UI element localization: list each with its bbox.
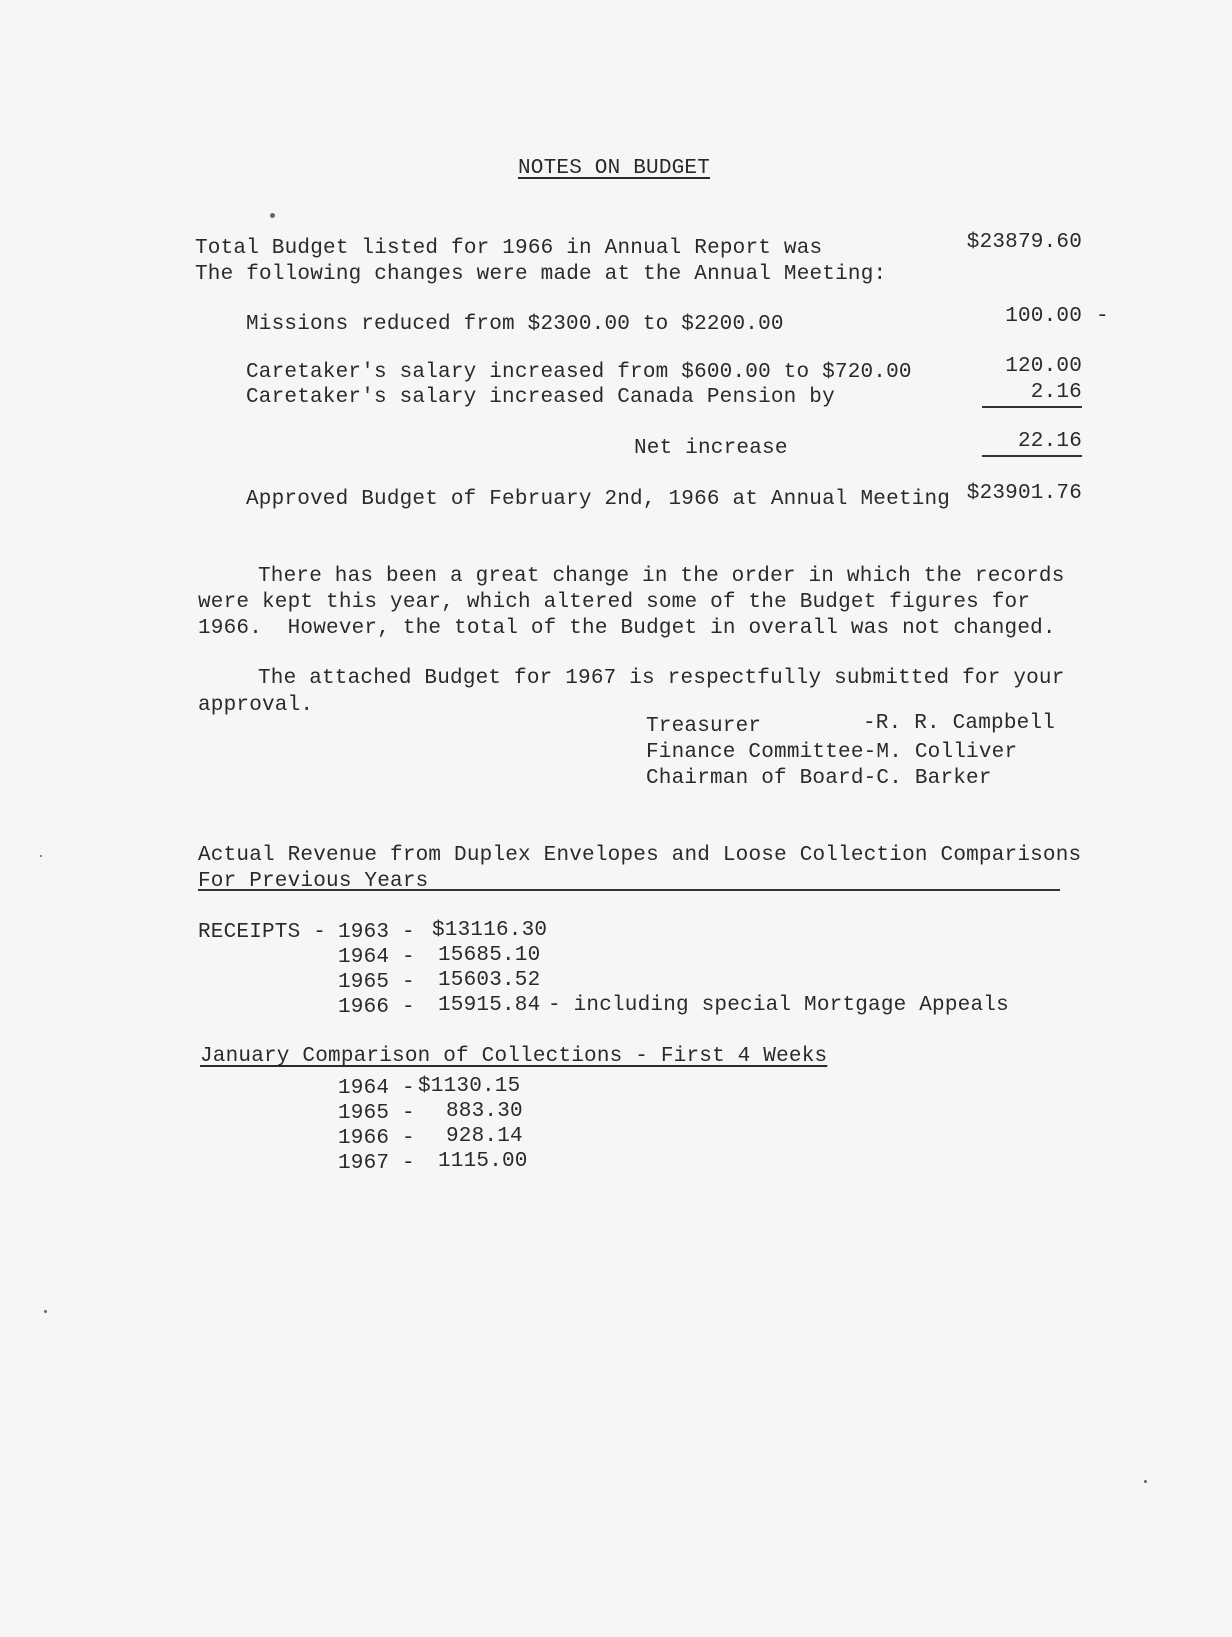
paragraph-1-line-1: There has been a great change in the order in which the records xyxy=(258,565,1065,588)
paragraph-1-line-2: were kept this year, which altered some of the Budget figures for xyxy=(198,591,1031,614)
receipts-year-1966: 1966 - xyxy=(338,996,415,1019)
finance-committee: Finance Committee-M. Colliver xyxy=(646,741,1018,764)
receipts-year-1965: 1965 - xyxy=(338,971,415,994)
caretaker-pension-label: Caretaker's salary increased Canada Pension by xyxy=(246,386,835,409)
chairman-of-board: Chairman of Board-C. Barker xyxy=(646,767,992,790)
january-heading: January Comparison of Collections - First 4 Weeks xyxy=(200,1045,828,1068)
receipts-value-1965: 15603.52 xyxy=(438,969,541,992)
ink-speck xyxy=(270,213,275,218)
january-year-1965: 1965 - xyxy=(338,1102,415,1125)
receipts-value-1964: 15685.10 xyxy=(438,944,541,967)
paragraph-2-line-1: The attached Budget for 1967 is respectfully submitted for your xyxy=(258,667,1065,690)
missions-label: Missions reduced from $2300.00 to $2200.00 xyxy=(246,313,784,336)
january-year-1967: 1967 - xyxy=(338,1152,415,1175)
scan-speck xyxy=(1144,1480,1147,1483)
net-rule xyxy=(982,455,1082,457)
missions-sign: - xyxy=(1096,305,1109,328)
paragraph-2-line-2: approval. xyxy=(198,694,314,717)
january-year-1964: 1964 - xyxy=(338,1077,415,1100)
caretaker-salary-label: Caretaker's salary increased from $600.00 to $720.00 xyxy=(246,361,912,384)
receipts-year-1963: 1963 - xyxy=(338,921,415,944)
net-increase-label: Net increase xyxy=(634,437,788,460)
sum-rule xyxy=(982,406,1082,408)
receipts-value-1963: $13116.30 xyxy=(432,919,548,942)
paragraph-1-line-3: 1966. However, the total of the Budget in overall was not changed. xyxy=(198,617,1056,640)
net-increase-value: 22.16 xyxy=(1017,430,1082,453)
january-value-1965: 883.30 xyxy=(446,1100,523,1123)
changes-label: The following changes were made at the Annual Meeting: xyxy=(195,263,887,286)
approved-budget-label: Approved Budget of February 2nd, 1966 at Annual Meeting xyxy=(246,488,951,511)
total-budget-label: Total Budget listed for 1966 in Annual Report was xyxy=(195,237,823,260)
total-budget-value: $23879.60 xyxy=(966,231,1082,254)
treasurer-name: -R. R. Campbell xyxy=(863,712,1056,735)
january-value-1966: 928.14 xyxy=(446,1125,523,1148)
treasurer-role: Treasurer xyxy=(646,715,762,738)
revenue-heading-rule xyxy=(198,889,1060,891)
january-value-1967: 1115.00 xyxy=(438,1150,528,1173)
january-value-1964: $1130.15 xyxy=(418,1075,521,1098)
caretaker-pension-value: 2.16 xyxy=(1030,381,1082,404)
scan-speck xyxy=(40,855,42,857)
page-title: NOTES ON BUDGET xyxy=(518,157,711,180)
scan-speck xyxy=(44,1310,47,1313)
caretaker-salary-value: 120.00 xyxy=(1005,355,1082,378)
receipts-note-1966: - including special Mortgage Appeals xyxy=(548,994,1009,1017)
missions-value: 100.00 xyxy=(1005,305,1082,328)
approved-budget-value: $23901.76 xyxy=(966,482,1082,505)
receipts-value-1966: 15915.84 xyxy=(438,994,541,1017)
revenue-heading-line-2: For Previous Years xyxy=(198,870,429,893)
january-year-1966: 1966 - xyxy=(338,1127,415,1150)
receipts-year-1964: 1964 - xyxy=(338,946,415,969)
receipts-label: RECEIPTS - xyxy=(198,921,327,944)
revenue-heading-line-1: Actual Revenue from Duplex Envelopes and Loose Collection Comparisons xyxy=(198,844,1082,867)
